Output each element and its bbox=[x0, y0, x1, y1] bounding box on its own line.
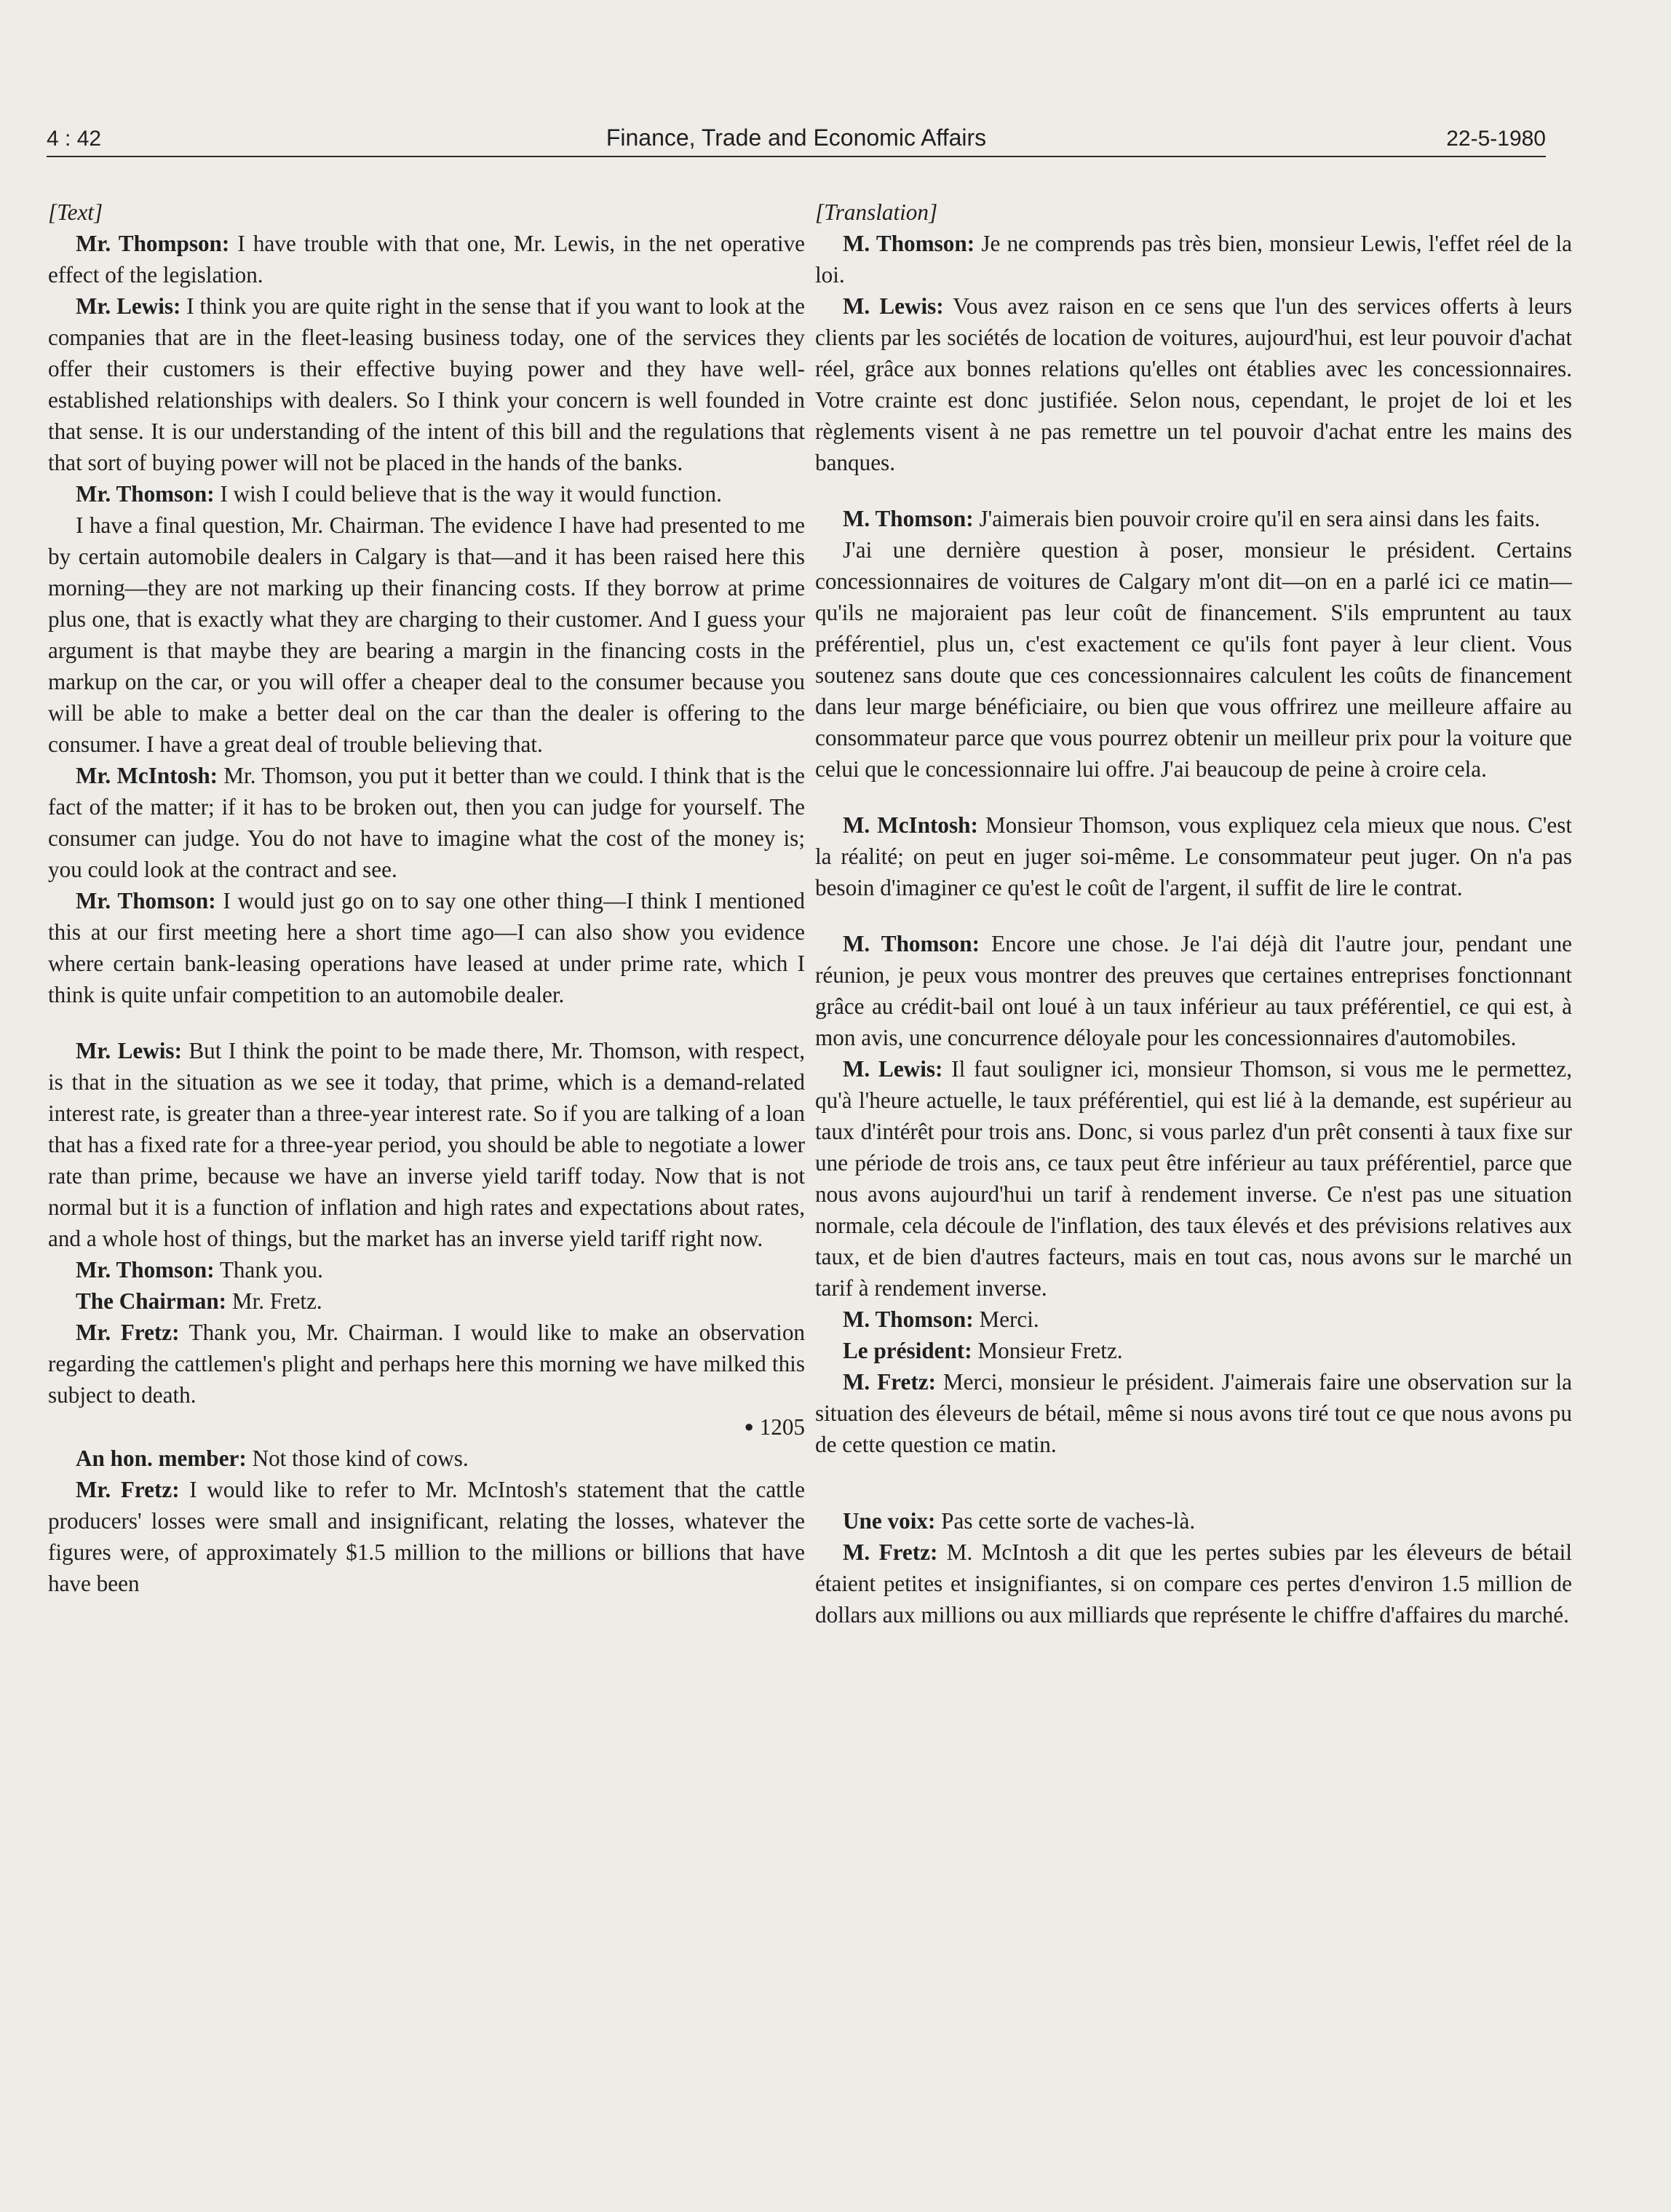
speech: I wish I could believe that is the way it would function. bbox=[220, 481, 722, 507]
speech: Encore une chose. Je l'ai déjà dit l'autre jour, pendant une réunion, je peux vous montrer des preuves que certaines entreprises fonctionnant grâce au crédit-bail ont loué à un taux inférieur au taux préférentiel, ce qui est, à mon avis, une concurrence déloyale pour les concessionnaires d'automobiles. bbox=[815, 931, 1573, 1050]
speaker: Mr. Thomson: bbox=[76, 888, 216, 913]
speaker: Mr. Thompson: bbox=[76, 231, 230, 256]
speaker: M. Thomson: bbox=[843, 506, 974, 531]
speech: I think you are quite right in the sense that if you want to look at the companies that are in the fleet-leasing business today, one of the services they offer their customers is their effective buying power and they have well-established relationships with dealers. So I think your concern is well founded in that sense. It is our understanding of the intent of this bill and the regulations that that sort of buying power will not be placed in the hands of the banks. bbox=[48, 293, 805, 475]
speaker: M. Thomson: bbox=[843, 1307, 974, 1332]
page-number: 4 : 42 bbox=[47, 127, 102, 151]
speech: Merci, monsieur le président. J'aimerais faire une observation sur la situation des éleveurs de bétail, même si nous avons tiré tout ce que nous avons pu de cette question ce matin. bbox=[815, 1369, 1573, 1457]
paragraph bbox=[48, 290, 805, 478]
paragraph bbox=[815, 534, 1572, 785]
speech: Pas cette sorte de vaches-là. bbox=[941, 1508, 1196, 1534]
speaker: Mr. Thomson: bbox=[76, 481, 215, 507]
speaker: Mr. Fretz: bbox=[76, 1320, 180, 1345]
language-tag: [Translation] bbox=[815, 199, 938, 225]
speech: I would just go on to say one other thing—I think I mentioned this at our first meeting here a short time ago—I can also show you evidence where certain bank-leasing operations have leased at under prime rate, which I think is quite unfair competition to an automobile dealer. bbox=[48, 888, 806, 1007]
speaker: Mr. Thomson: bbox=[76, 1257, 215, 1283]
paragraph bbox=[815, 1537, 1572, 1630]
page-date: 22-5-1980 bbox=[1446, 127, 1546, 151]
speaker: M. Fretz: bbox=[843, 1369, 936, 1395]
page-header bbox=[47, 109, 1546, 157]
speaker: Mr. Fretz: bbox=[76, 1477, 180, 1502]
speaker: The Chairman: bbox=[76, 1288, 227, 1314]
language-tag: [Text] bbox=[48, 199, 103, 225]
speaker: M. Lewis: bbox=[843, 1056, 943, 1082]
speech: I have a final question, Mr. Chairman. The evidence I have had presented to me by certain automobile dealers in Calgary is that—and it has been raised here this morning—they are not marking up their financing costs. If they borrow at prime plus one, that is exactly what they are charging to their customer. And I guess your argument is that maybe they are bearing a margin in the financing costs in the markup on the car, or you will offer a cheaper deal to the consumer because you will be able to make a better deal on the car than the dealer is offering to the consumer. I have a great deal of trouble believing that. bbox=[48, 512, 805, 757]
paragraph bbox=[815, 228, 1572, 290]
bullet-icon: ● bbox=[744, 1417, 754, 1435]
speaker: Une voix: bbox=[843, 1508, 936, 1534]
speech: Merci. bbox=[979, 1307, 1039, 1332]
paragraph bbox=[815, 503, 1572, 534]
speech: Not those kind of cows. bbox=[252, 1446, 469, 1471]
paragraph bbox=[48, 510, 805, 760]
speaker: Le président: bbox=[843, 1338, 972, 1363]
time-marker bbox=[48, 1411, 805, 1443]
speech: Mr. Fretz. bbox=[231, 1288, 322, 1314]
speech: Je ne comprends pas très bien, monsieur Lewis, l'effet réel de la loi. bbox=[815, 231, 1573, 288]
speaker: M. Thomson: bbox=[843, 231, 975, 256]
speaker: M. McIntosh: bbox=[843, 812, 978, 838]
french-column bbox=[815, 197, 1572, 1630]
paragraph bbox=[815, 928, 1572, 1053]
speech: But I think the point to be made there, Mr. Thomson, with respect, is that in the situation as we see it today, that prime, which is a demand-related interest rate, is greater than a three-year interest rate. So if you are talking of a loan that has a fixed rate for a three-year period, you should be able to negotiate a lower rate than prime, because we have an inverse yield tariff today. Now that is not normal but it is a function of inflation and high rates and expectations about rates, and a whole host of things, but the market has an inverse yield tariff right now. bbox=[48, 1038, 806, 1251]
speaker: Mr. McIntosh: bbox=[76, 763, 218, 788]
speech: Thank you. bbox=[219, 1257, 323, 1283]
page-title: Finance, Trade and Economic Affairs bbox=[606, 124, 987, 151]
speech: I would like to refer to Mr. McIntosh's statement that the cattle producers' losses were small and insignificant, relating the losses, whatever the figures were, of approximately $1.5 million to the millions or billions that have have been bbox=[48, 1477, 805, 1596]
paragraph bbox=[48, 478, 805, 510]
paragraph bbox=[48, 1443, 805, 1474]
paragraph bbox=[815, 1053, 1572, 1304]
paragraph bbox=[48, 760, 805, 885]
speech: Vous avez raison en ce sens que l'un des services offerts à leurs clients par les sociétés de location de voitures, aujourd'hui, est leur pouvoir d'achat réel, grâce aux bonnes relations qu'elles ont établies avec les concessionnaires. Votre crainte est donc justifiée. Selon nous, cependant, le projet de loi et les règlements visent à ne pas remettre un tel pouvoir d'achat entre les mains des banques. bbox=[815, 293, 1572, 475]
speech: Thank you, Mr. Chairman. I would like to make an observation regarding the cattlemen's plight and perhaps here this morning we have milked this subject to death. bbox=[48, 1320, 806, 1408]
time-marker-value: 1205 bbox=[759, 1414, 805, 1440]
speech: Monsieur Fretz. bbox=[977, 1338, 1123, 1363]
english-column bbox=[48, 197, 805, 1599]
paragraph bbox=[815, 1304, 1572, 1335]
speaker: Mr. Lewis: bbox=[76, 1038, 182, 1063]
paragraph bbox=[48, 1254, 805, 1285]
speech: Mr. Thomson, you put it better than we could. I think that is the fact of the matter; if it has to be broken out, then you can judge for yourself. The consumer can judge. You do not have to imagine what the cost of the money is; you could look at the contract and see. bbox=[48, 763, 806, 882]
paragraph bbox=[48, 1285, 805, 1317]
speaker: M. Fretz: bbox=[843, 1539, 938, 1565]
speech: I have trouble with that one, Mr. Lewis, in the net operative effect of the legislation. bbox=[48, 231, 806, 288]
speech: J'ai une dernière question à poser, monsieur le président. Certains concessionnaires de voitures de Calgary m'ont dit—on en a parlé ici ce matin—qu'ils ne majoraient pas leur coût de financement. S'ils empruntent au taux préférentiel, plus un, c'est exactement ce qu'ils font payer à leur client. Vous soutenez sans doute que ces concessionnaires calculent les coûts de financement dans leur marge bénéficiaire, ou bien que vous offrirez une meilleure affaire au consommateur parce que vous pourrez obtenir un meilleur prix pour la voiture que celui que le concessionnaire lui offre. J'ai beaucoup de peine à croire cela. bbox=[815, 537, 1572, 782]
speaker: M. Lewis: bbox=[843, 293, 944, 319]
paragraph bbox=[815, 1366, 1572, 1460]
paragraph bbox=[48, 885, 805, 1010]
paragraph bbox=[48, 228, 805, 290]
speech: J'aimerais bien pouvoir croire qu'il en sera ainsi dans les faits. bbox=[979, 506, 1541, 531]
paragraph bbox=[815, 809, 1572, 903]
paragraph bbox=[48, 1317, 805, 1411]
paragraph bbox=[815, 1335, 1572, 1366]
paragraph bbox=[815, 1505, 1572, 1537]
speaker: An hon. member: bbox=[76, 1446, 247, 1471]
paragraph bbox=[48, 1474, 805, 1599]
speaker: M. Thomson: bbox=[843, 931, 980, 956]
speech: M. McIntosh a dit que les pertes subies par les éleveurs de bétail étaient petites et insignifiantes, si on compare ces pertes d'environ 1.5 million de dollars aux millions ou aux milliards que représente le chiffre d'affaires du marché. bbox=[815, 1539, 1572, 1628]
speech: Il faut souligner ici, monsieur Thomson, si vous me le permettez, qu'à l'heure actuelle, le taux préférentiel, qui est lié à la demande, est supérieur au taux d'intérêt pour trois ans. Donc, si vous parlez d'un prêt consenti à taux fixe sur une période de trois ans, ce taux peut être inférieur au taux préférentiel, parce que nous avons aujourd'hui un tarif à rendement inverse. Ce n'est pas une situation normale, cela découle de l'inflation, des taux élevés et des prévisions relatives aux taux, et de bien d'autres facteurs, mais en tout cas, nous avons sur le marché un tarif à rendement inverse. bbox=[815, 1056, 1573, 1301]
speech: Monsieur Thomson, vous expliquez cela mieux que nous. C'est la réalité; on peut en juger soi-même. Le consommateur peut juger. On n'a pas besoin d'imaginer ce qu'est le coût de l'argent, il suffit de lire le contrat. bbox=[815, 812, 1573, 900]
paragraph bbox=[48, 1035, 805, 1254]
speaker: Mr. Lewis: bbox=[76, 293, 181, 319]
paragraph bbox=[815, 290, 1572, 478]
